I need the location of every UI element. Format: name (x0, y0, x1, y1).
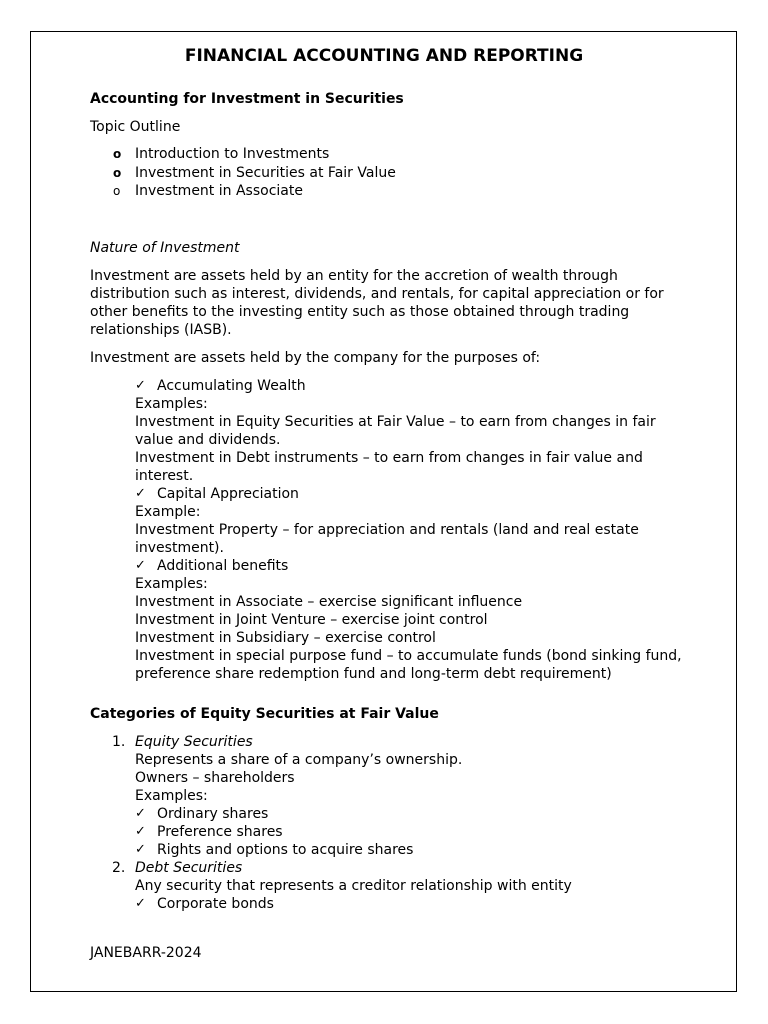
topic-outline-item (90, 145, 690, 164)
example-line: Investment Property – for appreciation and rentals (land and real estate investment). (135, 521, 639, 556)
circle-bullet-icon: o (113, 165, 122, 180)
check-item-text: Preference shares (157, 823, 283, 840)
category-title: Equity Securities (135, 733, 253, 750)
category-item-equity-securities (112, 733, 690, 751)
category-check-item (135, 841, 690, 859)
topic-outline-list (90, 145, 690, 201)
check-item-text: Corporate bonds (157, 895, 274, 912)
checkmark-icon: ✓ (135, 895, 146, 911)
purposes-block (90, 377, 690, 683)
list-number: 1. (112, 733, 126, 750)
check-item-text: Ordinary shares (157, 805, 269, 822)
checkmark-icon: ✓ (135, 557, 146, 573)
nature-of-investment-heading: Nature of Investment (90, 239, 240, 256)
examples-label: Examples: (135, 575, 208, 592)
category-title: Debt Securities (135, 859, 243, 876)
example-line: Investment in Equity Securities at Fair Value – to earn from changes in fair value and dividends. (135, 413, 656, 448)
category-line: Owners – shareholders (135, 769, 295, 786)
topic-outline-item-text: Investment in Securities at Fair Value (135, 164, 396, 181)
purpose-title: Accumulating Wealth (157, 377, 306, 394)
list-number: 2. (112, 859, 126, 876)
checkmark-icon: ✓ (135, 377, 146, 393)
example-line: Investment in Associate – exercise significant influence (135, 593, 523, 610)
categories-heading: Categories of Equity Securities at Fair Value (90, 705, 439, 722)
category-check-item (135, 895, 690, 913)
purpose-title: Capital Appreciation (157, 485, 299, 502)
purpose-item-accumulating-wealth (135, 377, 690, 395)
purposes-intro-paragraph: Investment are assets held by the company for the purposes of: (90, 349, 541, 366)
examples-label: Example: (135, 503, 201, 520)
topic-outline-item-text: Introduction to Investments (135, 146, 330, 162)
document-body (90, 44, 690, 913)
purpose-item-additional-benefits (135, 557, 690, 575)
example-line: Investment in Subsidiary – exercise control (135, 629, 436, 646)
example-line: Investment in Debt instruments – to earn from changes in fair value and interest. (135, 449, 643, 484)
checkmark-icon: ✓ (135, 823, 146, 839)
circle-bullet-icon: o (113, 184, 121, 198)
categories-list (90, 733, 690, 913)
topic-outline-item-text: Investment in Associate (135, 183, 303, 199)
document-title: FINANCIAL ACCOUNTING AND REPORTING (184, 46, 584, 66)
category-line: Examples: (135, 787, 208, 804)
topic-outline-item (90, 164, 690, 183)
topic-outline-item (90, 182, 690, 201)
purpose-title: Additional benefits (157, 557, 289, 574)
purpose-item-capital-appreciation (135, 485, 690, 503)
category-line: Any security that represents a creditor relationship with entity (135, 877, 572, 894)
check-item-text: Rights and options to acquire shares (157, 841, 414, 858)
checkmark-icon: ✓ (135, 805, 146, 821)
section-heading-investment-securities: Accounting for Investment in Securities (90, 91, 404, 107)
topic-outline-label: Topic Outline (90, 119, 181, 135)
examples-label: Examples: (135, 395, 208, 412)
category-item-debt-securities (112, 859, 690, 877)
category-check-item (135, 823, 690, 841)
category-check-item (135, 805, 690, 823)
circle-bullet-icon: o (113, 147, 122, 161)
checkmark-icon: ✓ (135, 485, 146, 501)
category-line: Represents a share of a company’s ownership. (135, 751, 463, 768)
example-line: Investment in Joint Venture – exercise joint control (135, 611, 488, 628)
example-line: Investment in special purpose fund – to accumulate funds (bond sinking fund, preference share redemption fund and long-term debt requirement) (135, 647, 682, 682)
footer-label: JANEBARR-2024 (90, 945, 202, 961)
checkmark-icon: ✓ (135, 841, 146, 857)
investment-definition-paragraph: Investment are assets held by an entity for the accretion of wealth through distribution such as interest, dividends, and rentals, for capital appreciation or for other benefits to the investing entity such as those obtained through trading relationships (IASB). (90, 267, 664, 338)
